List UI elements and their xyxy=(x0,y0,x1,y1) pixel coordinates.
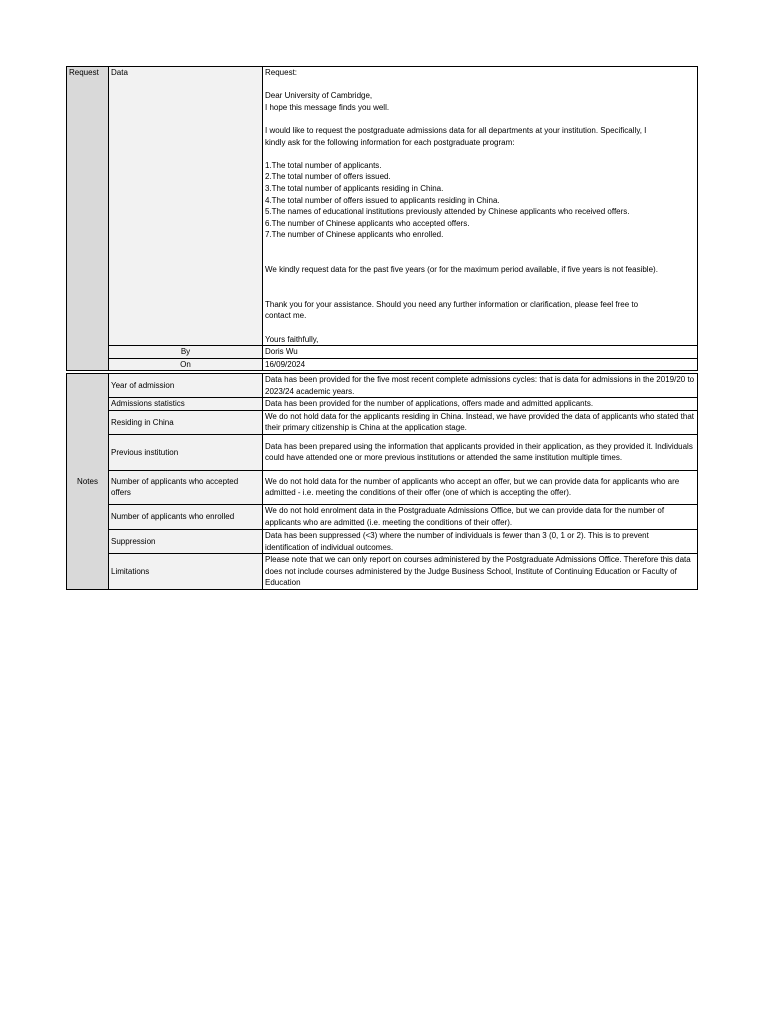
note-text: We do not hold data for the number of applicants who accept an offer, but we can provide data for applicants who are admitted - i.e. meeting the conditions of their offer (one of which is accepting the offer). xyxy=(265,476,680,498)
note-label-cell xyxy=(109,410,263,434)
by-label-cell xyxy=(109,346,263,359)
data-header-cell xyxy=(109,67,263,346)
letter-line xyxy=(265,148,695,160)
letter-line xyxy=(265,276,695,288)
note-text-cell xyxy=(263,398,698,411)
on-label-cell xyxy=(109,358,263,371)
note-label: Residing in China xyxy=(111,417,174,427)
note-text: Please note that we can only report on courses administered by the Postgraduate Admissions Office. Therefore this data does not include courses administered by the Judge Business School, Institute of Continuing Education or Faculty of Education xyxy=(265,555,691,588)
on-value-cell xyxy=(263,358,698,371)
by-label: By xyxy=(180,347,191,357)
note-text-cell xyxy=(263,374,698,398)
note-label-cell xyxy=(109,434,263,470)
note-text: Data has been prepared using the information that applicants provided in their application, as they provided it. Individuals could have attended one or more previous institutions or attended the same institution multiple times. xyxy=(265,441,693,463)
letter-line xyxy=(265,79,695,91)
notes-header-cell xyxy=(67,374,109,590)
letter-line xyxy=(265,322,695,334)
note-text-cell xyxy=(263,504,698,529)
notes-label: Notes xyxy=(77,476,98,486)
note-text-cell xyxy=(263,434,698,470)
letter-line: Thank you for your assistance. Should you need any further information or clarification, please feel free to xyxy=(265,299,639,309)
letter-line: Yours faithfully, xyxy=(265,334,319,344)
note-text: Data has been suppressed (<3) where the number of individuals is fewer than 3 (0, 1 or 2). This is to prevent identification of individual outcomes. xyxy=(265,530,649,552)
request-table xyxy=(66,66,698,371)
letter-line: We kindly request data for the past five years (or for the maximum period available, if five years is not feasible). xyxy=(265,265,658,275)
note-text: Data has been provided for the five most recent complete admissions cycles: that is data for admissions in the 2019/20 to 2023/24 academic years. xyxy=(265,375,695,396)
letter-line: kindly ask for the following information for each postgraduate program: xyxy=(265,137,515,147)
letter-line xyxy=(265,241,695,253)
request-letter xyxy=(265,67,695,345)
letter-line: 3.The total number of applicants residing in China. xyxy=(265,183,444,193)
note-text-cell xyxy=(263,529,698,553)
note-label: Suppression xyxy=(111,536,156,546)
letter-line: 7.The number of Chinese applicants who enrolled. xyxy=(265,230,444,240)
note-text-cell xyxy=(263,470,698,504)
note-label-cell xyxy=(109,398,263,411)
request-letter-cell xyxy=(263,67,698,346)
letter-line xyxy=(265,253,695,265)
letter-line: 5.The names of educational institutions previously attended by Chinese applicants who received offers. xyxy=(265,207,630,217)
note-label-cell xyxy=(109,470,263,504)
note-text-cell xyxy=(263,554,698,590)
note-label-cell xyxy=(109,504,263,529)
letter-line: 1.The total number of applicants. xyxy=(265,160,382,170)
data-label: Data xyxy=(111,68,128,77)
note-label-cell xyxy=(109,554,263,590)
note-text: We do not hold enrolment data in the Postgraduate Admissions Office, but we can provide data for the number of applicants who are admitted (i.e. meeting the conditions of their offer). xyxy=(265,506,665,527)
letter-line: 4.The total number of offers issued to applicants residing in China. xyxy=(265,195,500,205)
request-date: 16/09/2024 xyxy=(265,359,306,369)
letter-line: Request: xyxy=(265,68,298,77)
letter-line xyxy=(265,113,695,125)
note-label: Admissions statistics xyxy=(111,399,185,409)
note-label: Year of admission xyxy=(111,380,175,390)
request-header-cell xyxy=(67,67,109,371)
note-label: Number of applicants who enrolled xyxy=(111,512,235,522)
note-text-cell xyxy=(263,410,698,434)
note-text: We do not hold data for the applicants residing in China. Instead, we have provided the data of applicants who stated that their primary citizenship is China at the application stage. xyxy=(265,411,695,433)
note-text: Data has been provided for the number of applications, offers made and admitted applicants. xyxy=(265,399,594,409)
note-label: Limitations xyxy=(111,566,150,576)
note-label-cell xyxy=(109,374,263,398)
by-value-cell xyxy=(263,346,698,359)
letter-line xyxy=(265,287,695,299)
note-label-cell xyxy=(109,529,263,553)
letter-line: 6.The number of Chinese applicants who accepted offers. xyxy=(265,218,470,228)
on-label: On xyxy=(180,359,191,369)
letter-line: 2.The total number of offers issued. xyxy=(265,172,391,182)
requester-name: Doris Wu xyxy=(265,347,298,357)
note-label: Previous institution xyxy=(111,447,179,457)
letter-line: Dear University of Cambridge, xyxy=(265,91,373,101)
request-label: Request xyxy=(69,68,99,77)
letter-line: I would like to request the postgraduate admissions data for all departments at your institution. Specifically, I xyxy=(265,125,647,135)
letter-line: I hope this message finds you well. xyxy=(265,102,390,112)
letter-line: contact me. xyxy=(265,311,307,321)
notes-table xyxy=(66,373,698,590)
note-label: Number of applicants who accepted offers xyxy=(111,476,239,498)
